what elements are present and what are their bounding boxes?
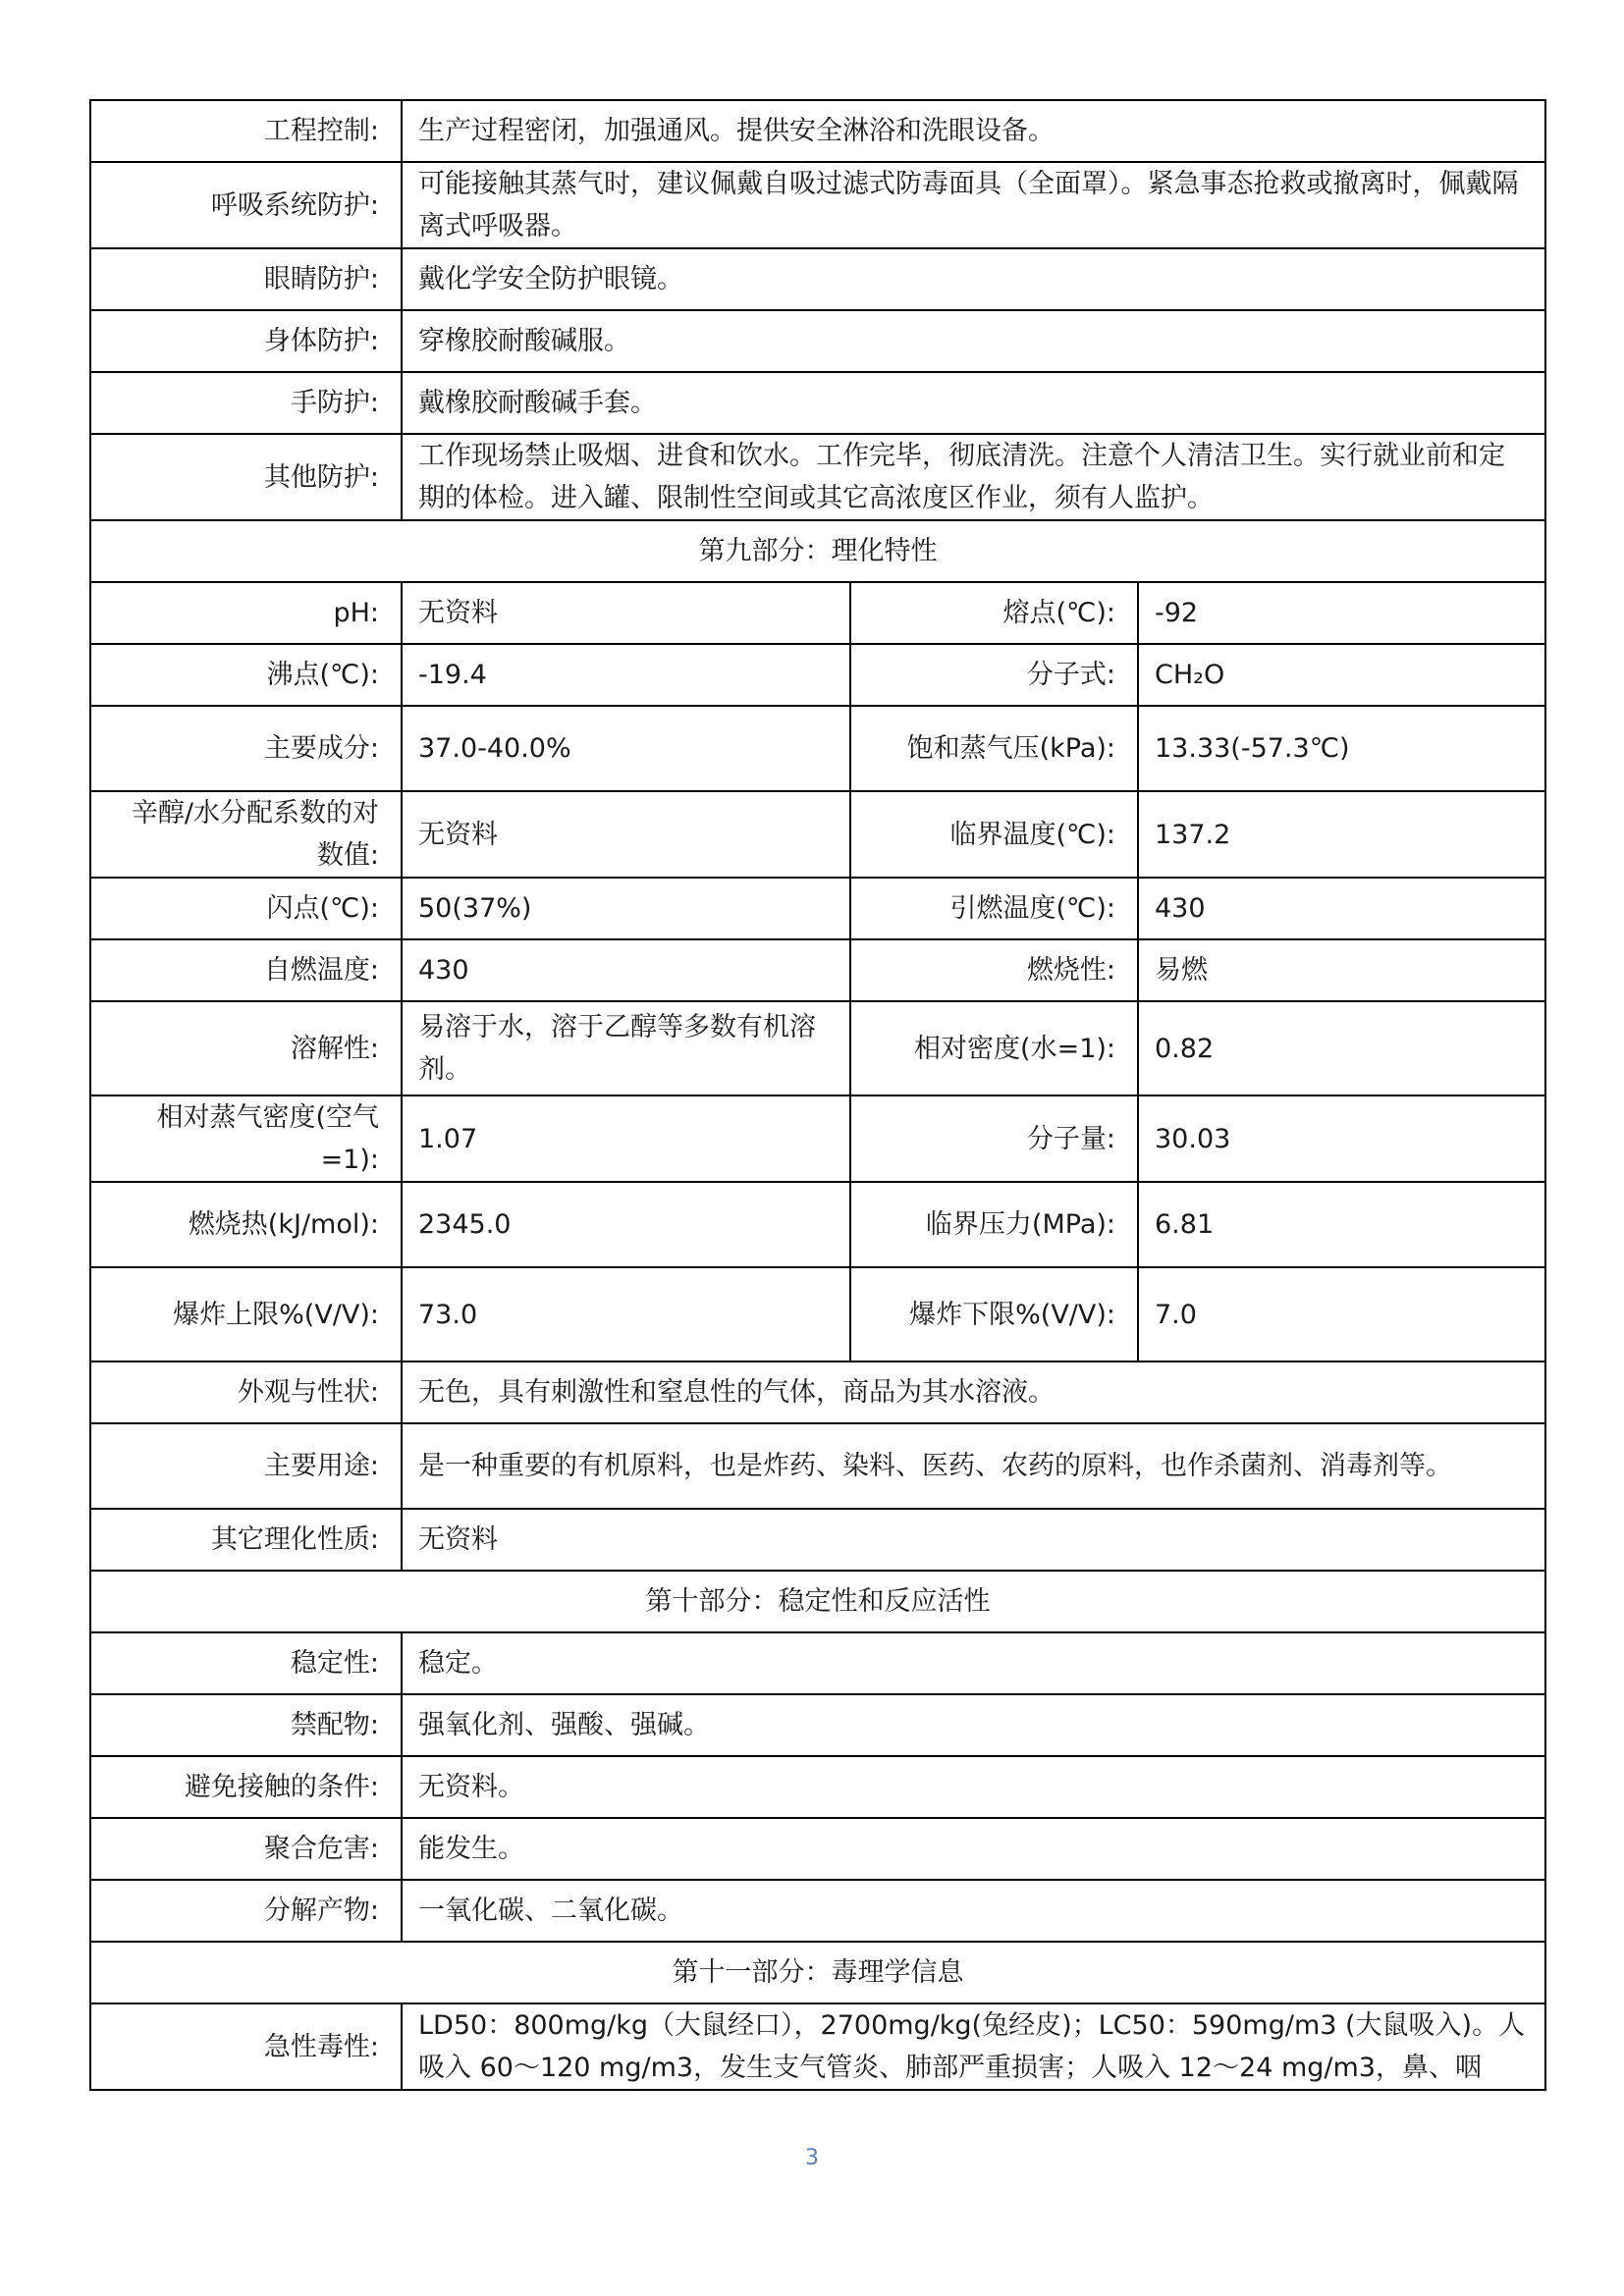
- field-label: 沸点(℃):: [90, 644, 402, 706]
- field-label: 急性毒性:: [90, 2003, 402, 2090]
- field-label: 临界压力(MPa):: [850, 1182, 1138, 1267]
- field-label: 分子式:: [850, 644, 1138, 706]
- field-label: 相对密度(水=1):: [850, 1001, 1138, 1095]
- property-row: [90, 310, 1545, 372]
- section-title: 第十部分：稳定性和反应活性: [90, 1571, 1545, 1632]
- field-label: 身体防护:: [90, 310, 402, 372]
- field-value: 戴橡胶耐酸碱手套。: [402, 372, 1545, 434]
- field-label: 闪点(℃):: [90, 878, 402, 939]
- field-label: 爆炸上限%(V/V):: [90, 1267, 402, 1362]
- page-number: 3: [805, 2146, 819, 2170]
- field-value: CH₂O: [1138, 644, 1545, 706]
- field-value: 稳定。: [402, 1632, 1545, 1694]
- field-label: 辛醇/水分配系数的对数值:: [90, 791, 402, 878]
- field-label: 主要成分:: [90, 706, 402, 791]
- field-value: 戴化学安全防护眼镜。: [402, 248, 1545, 310]
- field-label: 相对蒸气密度(空气=1):: [90, 1095, 402, 1182]
- field-label: 禁配物:: [90, 1694, 402, 1756]
- field-label: 燃烧性:: [850, 939, 1138, 1001]
- field-label: pH:: [90, 582, 402, 644]
- section-header-row: [90, 1942, 1545, 2003]
- property-row: [90, 1362, 1545, 1423]
- field-value: 6.81: [1138, 1182, 1545, 1267]
- field-label: 眼睛防护:: [90, 248, 402, 310]
- field-label: 分解产物:: [90, 1880, 402, 1942]
- field-value: 是一种重要的有机原料，也是炸药、染料、医药、农药的原料，也作杀菌剂、消毒剂等。: [402, 1423, 1545, 1509]
- field-label: 其他防护:: [90, 434, 402, 520]
- property-pair-row: [90, 1095, 1545, 1182]
- property-row: [90, 2003, 1545, 2090]
- property-pair-row: [90, 791, 1545, 878]
- field-value: 无色，具有刺激性和窒息性的气体，商品为其水溶液。: [402, 1362, 1545, 1423]
- field-value: 能发生。: [402, 1818, 1545, 1880]
- field-value: 无资料。: [402, 1756, 1545, 1818]
- property-row: [90, 1818, 1545, 1880]
- field-value: 73.0: [402, 1267, 850, 1362]
- field-label: 外观与性状:: [90, 1362, 402, 1423]
- property-pair-row: [90, 582, 1545, 644]
- field-label: 工程控制:: [90, 100, 402, 162]
- field-value: 易燃: [1138, 939, 1545, 1001]
- property-pair-row: [90, 1001, 1545, 1095]
- property-row: [90, 372, 1545, 434]
- field-value: 13.33(-57.3℃): [1138, 706, 1545, 791]
- field-value: 430: [402, 939, 850, 1001]
- field-value: 无资料: [402, 791, 850, 878]
- property-row: [90, 434, 1545, 520]
- field-label: 其它理化性质:: [90, 1509, 402, 1571]
- field-value: 430: [1138, 878, 1545, 939]
- property-row: [90, 1694, 1545, 1756]
- field-label: 溶解性:: [90, 1001, 402, 1095]
- field-value: -92: [1138, 582, 1545, 644]
- property-pair-row: [90, 878, 1545, 939]
- property-row: [90, 162, 1545, 248]
- field-value: 工作现场禁止吸烟、进食和饮水。工作完毕，彻底清洗。注意个人清洁卫生。实行就业前和定期的体检。进入罐、限制性空间或其它高浓度区作业，须有人监护。: [402, 434, 1545, 520]
- field-label: 燃烧热(kJ/mol):: [90, 1182, 402, 1267]
- field-value: 一氧化碳、二氧化碳。: [402, 1880, 1545, 1942]
- field-value: 2345.0: [402, 1182, 850, 1267]
- field-value: 穿橡胶耐酸碱服。: [402, 310, 1545, 372]
- property-row: [90, 1756, 1545, 1818]
- property-row: [90, 100, 1545, 162]
- section-header-row: [90, 1571, 1545, 1632]
- field-value: LD50：800mg/kg（大鼠经口），2700mg/kg(兔经皮)；LC50：590mg/m3 (大鼠吸入)。人吸入 60～120 mg/m3，发生支气管炎、肺部严重损害；人吸入 12～24 mg/m3，鼻、咽: [402, 2003, 1545, 2090]
- field-value: 1.07: [402, 1095, 850, 1182]
- field-label: 避免接触的条件:: [90, 1756, 402, 1818]
- field-label: 主要用途:: [90, 1423, 402, 1509]
- property-pair-row: [90, 1267, 1545, 1362]
- table-body: [90, 100, 1545, 2090]
- field-value: 137.2: [1138, 791, 1545, 878]
- field-value: 0.82: [1138, 1001, 1545, 1095]
- property-row: [90, 248, 1545, 310]
- field-label: 饱和蒸气压(kPa):: [850, 706, 1138, 791]
- field-value: -19.4: [402, 644, 850, 706]
- field-label: 熔点(℃):: [850, 582, 1138, 644]
- field-value: 易溶于水，溶于乙醇等多数有机溶剂。: [402, 1001, 850, 1095]
- property-pair-row: [90, 706, 1545, 791]
- field-value: 无资料: [402, 582, 850, 644]
- field-label: 稳定性:: [90, 1632, 402, 1694]
- field-label: 分子量:: [850, 1095, 1138, 1182]
- field-label: 爆炸下限%(V/V):: [850, 1267, 1138, 1362]
- msds-table: [89, 99, 1546, 2091]
- field-value: 30.03: [1138, 1095, 1545, 1182]
- property-row: [90, 1509, 1545, 1571]
- field-value: 50(37%): [402, 878, 850, 939]
- field-label: 呼吸系统防护:: [90, 162, 402, 248]
- field-value: 无资料: [402, 1509, 1545, 1571]
- field-value: 强氧化剂、强酸、强碱。: [402, 1694, 1545, 1756]
- property-row: [90, 1423, 1545, 1509]
- field-label: 手防护:: [90, 372, 402, 434]
- section-title: 第十一部分：毒理学信息: [90, 1942, 1545, 2003]
- field-value: 37.0-40.0%: [402, 706, 850, 791]
- property-row: [90, 1632, 1545, 1694]
- section-header-row: [90, 520, 1545, 582]
- section-title: 第九部分：理化特性: [90, 520, 1545, 582]
- field-value: 可能接触其蒸气时，建议佩戴自吸过滤式防毒面具（全面罩）。紧急事态抢救或撤离时，佩戴隔离式呼吸器。: [402, 162, 1545, 248]
- field-value: 生产过程密闭，加强通风。提供安全淋浴和洗眼设备。: [402, 100, 1545, 162]
- property-pair-row: [90, 939, 1545, 1001]
- field-label: 临界温度(℃):: [850, 791, 1138, 878]
- property-row: [90, 1880, 1545, 1942]
- field-label: 聚合危害:: [90, 1818, 402, 1880]
- field-value: 7.0: [1138, 1267, 1545, 1362]
- property-pair-row: [90, 644, 1545, 706]
- property-pair-row: [90, 1182, 1545, 1267]
- field-label: 引燃温度(℃):: [850, 878, 1138, 939]
- field-label: 自燃温度:: [90, 939, 402, 1001]
